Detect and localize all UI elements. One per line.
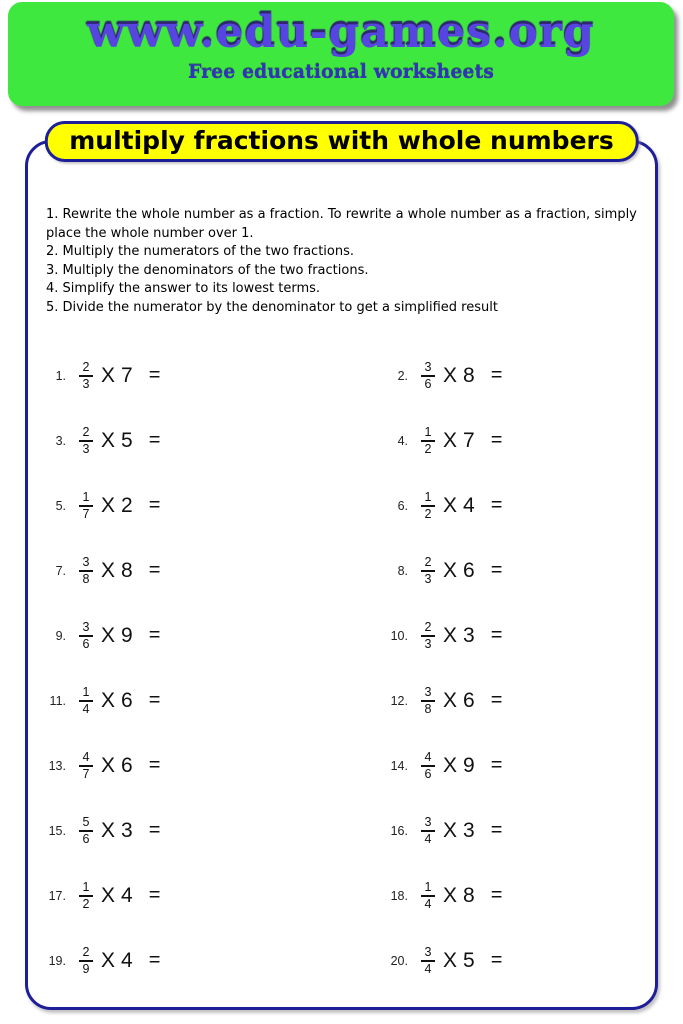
site-header (8, 2, 674, 106)
equals-sign: = (490, 364, 503, 386)
problem-number: 6. (397, 498, 408, 513)
equals-sign: = (148, 819, 161, 841)
fraction-denominator: 6 (82, 832, 90, 846)
problem-item (384, 357, 655, 394)
fraction-numerator: 2 (424, 619, 432, 634)
whole-number: 9 (121, 623, 133, 647)
problem-item (42, 682, 384, 719)
fraction-numerator: 4 (424, 749, 432, 764)
fraction (421, 556, 435, 586)
site-tagline: Free educational worksheets (187, 61, 494, 83)
whole-number: 4 (121, 883, 133, 907)
fraction-denominator: 6 (82, 637, 90, 651)
equals-sign: = (148, 429, 161, 451)
fraction-numerator: 3 (424, 359, 432, 374)
fraction-numerator: 1 (424, 879, 432, 894)
fraction-numerator: 1 (82, 489, 90, 504)
fraction-numerator: 1 (82, 684, 90, 699)
multiply-operator: X (101, 818, 116, 842)
multiply-operator: X (443, 428, 458, 452)
whole-number: 3 (121, 818, 133, 842)
problem-item (42, 422, 384, 459)
whole-number: 4 (463, 493, 475, 517)
fraction (79, 491, 93, 521)
fraction-denominator: 7 (82, 507, 90, 521)
problem-number: 18. (390, 888, 408, 903)
problem-item (384, 812, 655, 849)
fraction-denominator: 4 (424, 897, 432, 911)
problem-item (42, 942, 384, 979)
fraction-denominator: 6 (424, 767, 432, 781)
problem-item (384, 487, 655, 524)
fraction-denominator: 3 (424, 572, 432, 586)
whole-number: 8 (463, 883, 475, 907)
problem-item (384, 552, 655, 589)
fraction-numerator: 5 (82, 814, 90, 829)
fraction (421, 881, 435, 911)
multiply-operator: X (443, 883, 458, 907)
fraction-denominator: 8 (424, 702, 432, 716)
fraction (421, 946, 435, 976)
multiply-operator: X (443, 363, 458, 387)
multiply-operator: X (101, 558, 116, 582)
equals-sign: = (148, 624, 161, 646)
fraction-denominator: 6 (424, 377, 432, 391)
fraction-denominator: 4 (82, 702, 90, 716)
multiply-operator: X (101, 948, 116, 972)
problem-item (42, 617, 384, 654)
problem-item (384, 422, 655, 459)
problem-number: 9. (55, 628, 66, 643)
fraction-numerator: 3 (82, 619, 90, 634)
equals-sign: = (490, 559, 503, 581)
fraction (79, 751, 93, 781)
problems-grid (42, 357, 655, 979)
problem-number: 15. (48, 823, 66, 838)
multiply-operator: X (101, 363, 116, 387)
whole-number: 6 (121, 753, 133, 777)
fraction (421, 491, 435, 521)
fraction (421, 426, 435, 456)
problem-number: 14. (390, 758, 408, 773)
whole-number: 2 (121, 493, 133, 517)
fraction (421, 686, 435, 716)
fraction-numerator: 2 (82, 359, 90, 374)
whole-number: 5 (121, 428, 133, 452)
problem-item (384, 682, 655, 719)
instructions (46, 206, 639, 317)
whole-number: 9 (463, 753, 475, 777)
multiply-operator: X (443, 688, 458, 712)
fraction-numerator: 2 (424, 554, 432, 569)
fraction-denominator: 2 (424, 507, 432, 521)
multiply-operator: X (443, 753, 458, 777)
fraction (79, 361, 93, 391)
problem-item (384, 747, 655, 784)
site-title: www.edu-games.org (87, 7, 595, 58)
fraction (79, 621, 93, 651)
problem-number: 11. (49, 693, 66, 708)
problem-item (384, 617, 655, 654)
whole-number: 4 (121, 948, 133, 972)
fraction-denominator: 9 (82, 962, 90, 976)
fraction-numerator: 1 (424, 489, 432, 504)
problem-number: 20. (390, 953, 408, 968)
equals-sign: = (490, 429, 503, 451)
equals-sign: = (148, 884, 161, 906)
problem-item (42, 747, 384, 784)
fraction (79, 816, 93, 846)
equals-sign: = (490, 949, 503, 971)
fraction (79, 556, 93, 586)
whole-number: 8 (463, 363, 475, 387)
equals-sign: = (148, 494, 161, 516)
fraction-denominator: 2 (424, 442, 432, 456)
fraction-numerator: 1 (424, 424, 432, 439)
worksheet-title: multiply fractions with whole numbers (44, 121, 639, 162)
problem-item (384, 942, 655, 979)
worksheet-container (25, 126, 658, 1010)
problem-number: 4. (397, 433, 408, 448)
problem-number: 19. (48, 953, 66, 968)
instruction-line: 2. Multiply the numerators of the two fractions. (46, 244, 355, 259)
fraction-numerator: 3 (424, 944, 432, 959)
multiply-operator: X (101, 753, 116, 777)
problem-item (384, 877, 655, 914)
multiply-operator: X (101, 428, 116, 452)
whole-number: 7 (121, 363, 133, 387)
fraction (79, 881, 93, 911)
multiply-operator: X (443, 948, 458, 972)
equals-sign: = (490, 624, 503, 646)
equals-sign: = (148, 559, 161, 581)
fraction-numerator: 3 (424, 684, 432, 699)
problem-item (42, 812, 384, 849)
instruction-line: 5. Divide the numerator by the denominator to get a simplified result (46, 299, 498, 315)
whole-number: 6 (463, 688, 475, 712)
fraction-denominator: 3 (424, 637, 432, 651)
multiply-operator: X (101, 493, 116, 517)
fraction-denominator: 3 (82, 377, 90, 391)
multiply-operator: X (443, 558, 458, 582)
fraction-denominator: 8 (82, 572, 90, 586)
problem-number: 17. (48, 888, 66, 903)
fraction (421, 361, 435, 391)
whole-number: 7 (463, 428, 475, 452)
whole-number: 6 (121, 688, 133, 712)
problem-number: 8. (397, 563, 408, 578)
fraction (421, 816, 435, 846)
equals-sign: = (490, 884, 503, 906)
whole-number: 3 (463, 623, 475, 647)
equals-sign: = (148, 949, 161, 971)
multiply-operator: X (443, 623, 458, 647)
fraction-denominator: 3 (82, 442, 90, 456)
problem-number: 10. (390, 628, 408, 643)
fraction (79, 426, 93, 456)
fraction-denominator: 2 (82, 897, 90, 911)
problem-item (42, 357, 384, 394)
fraction-denominator: 4 (424, 962, 432, 976)
problem-number: 12. (390, 693, 408, 708)
multiply-operator: X (101, 688, 116, 712)
whole-number: 6 (463, 558, 475, 582)
whole-number: 5 (463, 948, 475, 972)
fraction-numerator: 1 (82, 879, 90, 894)
fraction-numerator: 3 (82, 554, 90, 569)
problem-number: 13. (48, 758, 66, 773)
problem-number: 5. (55, 498, 66, 513)
fraction (79, 946, 93, 976)
equals-sign: = (148, 754, 161, 776)
problem-number: 16. (390, 823, 408, 838)
fraction (421, 621, 435, 651)
instruction-line: 4. Simplify the answer to its lowest terms. (46, 281, 321, 296)
problem-number: 3. (55, 433, 66, 448)
problem-number: 7. (55, 563, 66, 578)
instruction-line: 1. Rewrite the whole number as a fraction. To rewrite a whole number as a fraction, simply place the whole number over 1. (46, 207, 637, 241)
fraction-denominator: 4 (424, 832, 432, 846)
problem-number: 1. (55, 368, 66, 383)
equals-sign: = (490, 494, 503, 516)
fraction-numerator: 3 (424, 814, 432, 829)
fraction-numerator: 2 (82, 424, 90, 439)
multiply-operator: X (101, 883, 116, 907)
problem-number: 2. (397, 368, 408, 383)
fraction-numerator: 2 (82, 944, 90, 959)
whole-number: 3 (463, 818, 475, 842)
problem-item (42, 877, 384, 914)
equals-sign: = (148, 364, 161, 386)
multiply-operator: X (101, 623, 116, 647)
multiply-operator: X (443, 493, 458, 517)
equals-sign: = (148, 689, 161, 711)
equals-sign: = (490, 754, 503, 776)
instruction-line: 3. Multiply the denominators of the two fractions. (46, 262, 369, 278)
fraction-numerator: 4 (82, 749, 90, 764)
equals-sign: = (490, 689, 503, 711)
problem-item (42, 487, 384, 524)
fraction (421, 751, 435, 781)
equals-sign: = (490, 819, 503, 841)
fraction-denominator: 7 (82, 767, 90, 781)
whole-number: 8 (121, 558, 133, 582)
fraction (79, 686, 93, 716)
multiply-operator: X (443, 818, 458, 842)
problem-item (42, 552, 384, 589)
